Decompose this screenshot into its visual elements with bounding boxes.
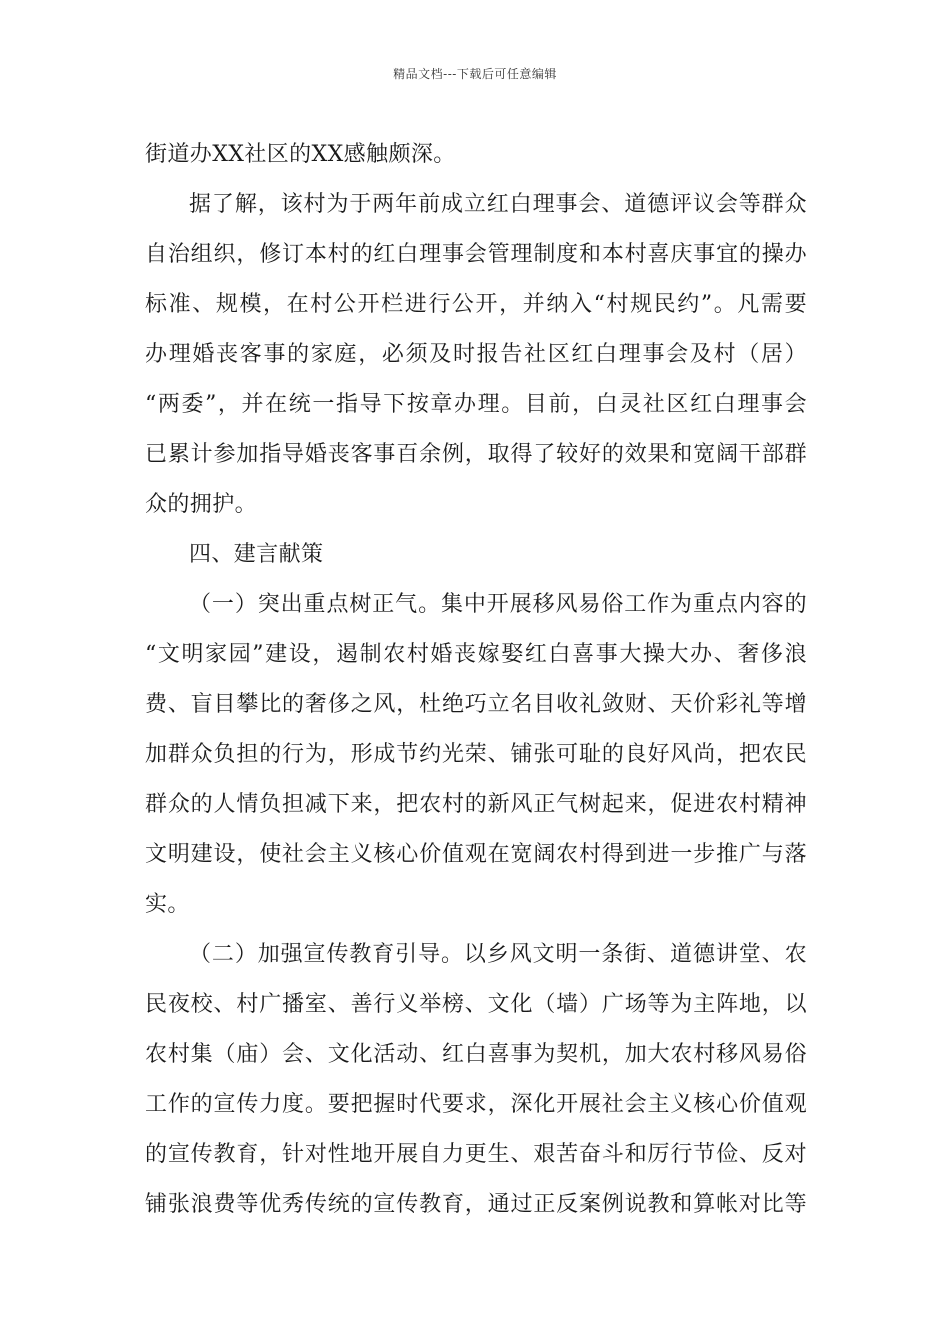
body-line: 农村集（庙）会、文化活动、红白喜事为契机，加大农村移风易俗 [145,1042,807,1067]
paragraph-first-line: （二）加强宣传教育引导。以乡风文明一条街、道德讲堂、农 [189,942,807,967]
paragraph-first-line: 据了解，该村为于两年前成立红白理事会、道德评议会等群众 [189,192,807,217]
page-header: 精品文档---下载后可任意编辑 [393,67,557,81]
section-heading: 四、建言献策 [189,542,324,567]
body-line: 民夜校、村广播室、善行义举榜、文化（墙）广场等为主阵地，以 [145,992,807,1017]
body-line: 费、盲目攀比的奢侈之风，杜绝巧立名目收礼敛财、天价彩礼等增 [145,692,807,717]
body-line: 众的拥护。 [145,492,258,517]
body-line: 自治组织，修订本村的红白理事会管理制度和本村喜庆事宜的操办 [145,242,807,267]
body-line: 标准、规模，在村公开栏进行公开，并纳入“村规民约”。凡需要 [145,292,807,317]
body-line: 工作的宣传力度。要把握时代要求，深化开展社会主义核心价值观 [145,1092,807,1117]
body-line: “两委”，并在统一指导下按章办理。目前，白灵社区红白理事会 [145,392,807,417]
body-line: 办理婚丧客事的家庭，必须及时报告社区红白理事会及村（居） [145,342,807,367]
document-body [145,130,807,1230]
body-line: 已累计参加指导婚丧客事百余例，取得了较好的效果和宽阔干部群 [145,442,807,467]
body-line: 铺张浪费等优秀传统的宣传教育，通过正反案例说教和算帐对比等 [145,1192,807,1217]
paragraph-first-line: （一）突出重点树正气。集中开展移风易俗工作为重点内容的 [189,592,807,617]
body-line: “文明家园”建设，遏制农村婚丧嫁娶红白喜事大操大办、奢侈浪 [145,642,807,667]
body-line: 实。 [145,892,190,917]
body-line: 街道办XX社区的XX感触颇深。 [145,142,456,167]
body-line: 文明建设，使社会主义核心价值观在宽阔农村得到进一步推广与落 [145,842,807,867]
body-line: 的宣传教育，针对性地开展自力更生、艰苦奋斗和厉行节俭、反对 [145,1142,807,1167]
body-line: 加群众负担的行为，形成节约光荣、铺张可耻的良好风尚，把农民 [145,742,807,767]
body-line: 群众的人情负担减下来，把农村的新风正气树起来，促进农村精神 [145,792,807,817]
